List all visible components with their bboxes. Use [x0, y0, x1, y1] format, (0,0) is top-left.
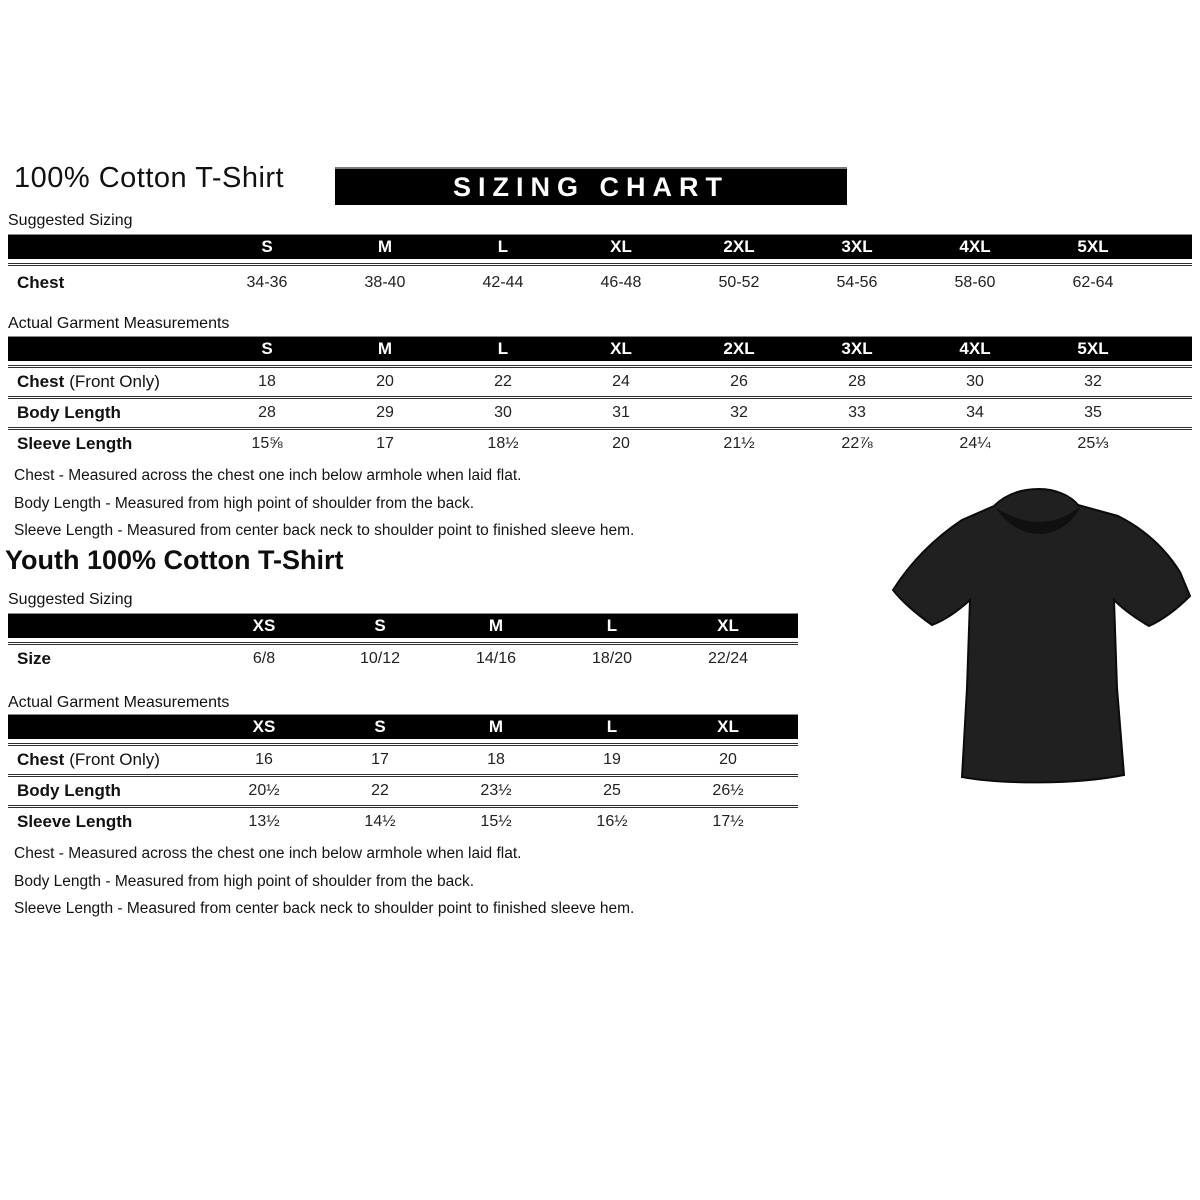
measurement-cell: 23½	[480, 782, 512, 799]
measurement-cell: 62-64	[1072, 273, 1114, 291]
size-column-header: 2XL	[723, 237, 755, 256]
table-row	[8, 427, 1192, 458]
measurement-cell: 32	[730, 404, 748, 421]
row-filler-cell	[1152, 399, 1192, 427]
header-filler-cell	[1152, 235, 1192, 259]
row-label	[8, 746, 206, 774]
measurement-cell: 42-44	[482, 273, 524, 291]
measurement-cell: 28	[848, 373, 866, 390]
measurement-cell: 50-52	[718, 273, 760, 291]
table-header-row	[8, 336, 1192, 361]
row-label	[8, 808, 206, 836]
size-column-header: XL	[717, 616, 739, 635]
table-row	[8, 365, 1192, 396]
measurement-cell: 54-56	[836, 273, 878, 291]
row-label-text: Chest	[17, 272, 65, 292]
sizing-chart-banner-text: SIZING CHART	[453, 171, 729, 202]
row-label-text: Body Length	[17, 781, 121, 800]
size-column-header: L	[497, 339, 509, 358]
size-column-header: S	[261, 339, 273, 358]
adult-actual-measurements-table	[8, 336, 1192, 458]
measurement-note-line: Sleeve Length - Measured from center back neck to shoulder point to finished sleeve hem.	[14, 522, 635, 539]
row-label	[8, 777, 206, 805]
size-column-header: 3XL	[841, 339, 873, 358]
row-label-suffix: (Front Only)	[69, 372, 160, 391]
header-corner-cell	[8, 235, 208, 259]
measurement-cell: 32	[1084, 373, 1102, 390]
size-column-header: M	[377, 237, 393, 256]
youth-suggested-sizing-label: Suggested Sizing	[8, 591, 133, 608]
measurement-cell: 18	[487, 751, 505, 768]
size-column-header: S	[374, 717, 386, 736]
row-label-text: Chest	[17, 750, 65, 769]
page-title: 100% Cotton T-Shirt	[14, 162, 285, 194]
measurement-cell: 16½	[596, 813, 628, 830]
youth-suggested-sizing-table	[8, 613, 798, 673]
measurement-cell: 26	[730, 373, 748, 390]
measurement-cell: 20	[719, 751, 737, 768]
adult-actual-measurements-label: Actual Garment Measurements	[8, 315, 230, 332]
measurement-cell: 34	[966, 404, 984, 421]
table-row	[8, 805, 798, 836]
header-filler-cell	[786, 614, 798, 638]
row-label-suffix: (Front Only)	[69, 750, 160, 769]
measurement-cell: 19	[603, 751, 621, 768]
size-column-header: 3XL	[841, 237, 873, 256]
size-column-header: 2XL	[723, 339, 755, 358]
table-row	[8, 263, 1192, 299]
row-filler-cell	[1152, 266, 1192, 299]
measurement-cell: 25	[603, 782, 621, 799]
measurement-cell: 17	[376, 435, 394, 452]
row-label-text: Sleeve Length	[17, 812, 133, 831]
measurement-note-line: Chest - Measured across the chest one inch below armhole when laid flat.	[14, 845, 522, 862]
adult-suggested-sizing-table	[8, 234, 1192, 299]
measurement-cell: 46-48	[600, 273, 642, 291]
row-filler-cell	[1152, 430, 1192, 458]
row-label-text: Body Length	[17, 403, 121, 422]
measurement-cell: 28	[258, 404, 276, 421]
measurement-cell: 29	[376, 404, 394, 421]
size-column-header: XS	[252, 717, 276, 736]
measurement-cell: 22⅞	[841, 435, 873, 452]
row-filler-cell	[786, 777, 798, 805]
measurement-cell: 25⅓	[1077, 435, 1109, 452]
measurement-note-line: Sleeve Length - Measured from center back neck to shoulder point to finished sleeve hem.	[14, 900, 635, 917]
table-row	[8, 743, 798, 774]
row-label-text: Size	[17, 649, 52, 668]
size-column-header: L	[606, 717, 618, 736]
measurement-cell: 17	[371, 751, 389, 768]
youth-actual-measurements-label: Actual Garment Measurements	[8, 694, 230, 711]
table-header-row	[8, 714, 798, 739]
measurement-cell: 34-36	[246, 273, 288, 291]
measurement-cell: 18½	[487, 435, 519, 452]
measurement-cell: 13½	[248, 813, 280, 830]
row-filler-cell	[1152, 368, 1192, 396]
measurement-cell: 26½	[712, 782, 744, 799]
measurement-note-line: Chest - Measured across the chest one inch below armhole when laid flat.	[14, 467, 522, 484]
row-label	[8, 266, 208, 299]
measurement-cell: 21½	[723, 435, 755, 452]
measurement-cell: 15½	[480, 813, 512, 830]
adult-measurement-notes	[14, 462, 634, 545]
size-column-header: M	[488, 717, 504, 736]
size-column-header: M	[377, 339, 393, 358]
measurement-cell: 30	[966, 373, 984, 390]
size-column-header: 5XL	[1077, 237, 1109, 256]
measurement-cell: 20	[376, 373, 394, 390]
size-column-header: 5XL	[1077, 339, 1109, 358]
table-row	[8, 642, 798, 673]
size-column-header: 4XL	[959, 237, 991, 256]
table-header-row	[8, 613, 798, 638]
measurement-cell: 24	[612, 373, 630, 390]
size-column-header: XL	[717, 717, 739, 736]
table-row	[8, 774, 798, 805]
measurement-note-line: Body Length - Measured from high point of shoulder from the back.	[14, 494, 475, 512]
measurement-cell: 20	[612, 435, 630, 452]
measurement-cell: 22	[494, 373, 512, 390]
measurement-cell: 33	[848, 404, 866, 421]
size-column-header: M	[488, 616, 504, 635]
row-filler-cell	[786, 746, 798, 774]
header-filler-cell	[1152, 337, 1192, 361]
measurement-cell: 14½	[364, 813, 396, 830]
size-column-header: XL	[610, 237, 632, 256]
row-label	[8, 645, 206, 673]
youth-actual-measurements-table	[8, 714, 798, 836]
size-column-header: 4XL	[959, 339, 991, 358]
measurement-cell: 31	[612, 404, 630, 421]
measurement-cell: 22	[371, 782, 389, 799]
measurement-cell: 18/20	[591, 650, 633, 667]
measurement-note-line: Body Length - Measured from high point of shoulder from the back.	[14, 872, 475, 890]
measurement-cell: 30	[494, 404, 512, 421]
size-column-header: L	[606, 616, 618, 635]
size-column-header: L	[497, 237, 509, 256]
measurement-cell: 38-40	[364, 273, 406, 291]
size-column-header: XL	[610, 339, 632, 358]
row-label-text: Chest	[17, 372, 65, 391]
row-label	[8, 368, 208, 396]
row-label-text: Sleeve Length	[17, 434, 133, 453]
header-corner-cell	[8, 337, 208, 361]
row-label	[8, 430, 208, 458]
measurement-cell: 16	[255, 751, 273, 768]
row-filler-cell	[786, 808, 798, 836]
youth-title: Youth 100% Cotton T-Shirt	[5, 545, 344, 575]
sizing-chart-banner	[335, 167, 847, 205]
measurement-cell: 22/24	[707, 650, 749, 667]
header-corner-cell	[8, 715, 206, 739]
row-label	[8, 399, 208, 427]
measurement-cell: 20½	[248, 782, 280, 799]
adult-suggested-sizing-label: Suggested Sizing	[8, 212, 133, 229]
size-column-header: S	[374, 616, 386, 635]
measurement-cell: 15⅝	[251, 435, 283, 452]
header-filler-cell	[786, 715, 798, 739]
table-row	[8, 396, 1192, 427]
youth-measurement-notes	[14, 840, 634, 923]
measurement-cell: 24¼	[959, 435, 991, 452]
header-corner-cell	[8, 614, 206, 638]
measurement-cell: 18	[258, 373, 276, 390]
measurement-cell: 6/8	[252, 650, 276, 667]
row-filler-cell	[786, 645, 798, 673]
table-header-row	[8, 234, 1192, 259]
black-tshirt-image	[878, 478, 1200, 808]
measurement-cell: 35	[1084, 404, 1102, 421]
measurement-cell: 14/16	[475, 650, 517, 667]
size-column-header: XS	[252, 616, 276, 635]
measurement-cell: 17½	[712, 813, 744, 830]
measurement-cell: 10/12	[359, 650, 401, 667]
measurement-cell: 58-60	[954, 273, 996, 291]
size-column-header: S	[261, 237, 273, 256]
